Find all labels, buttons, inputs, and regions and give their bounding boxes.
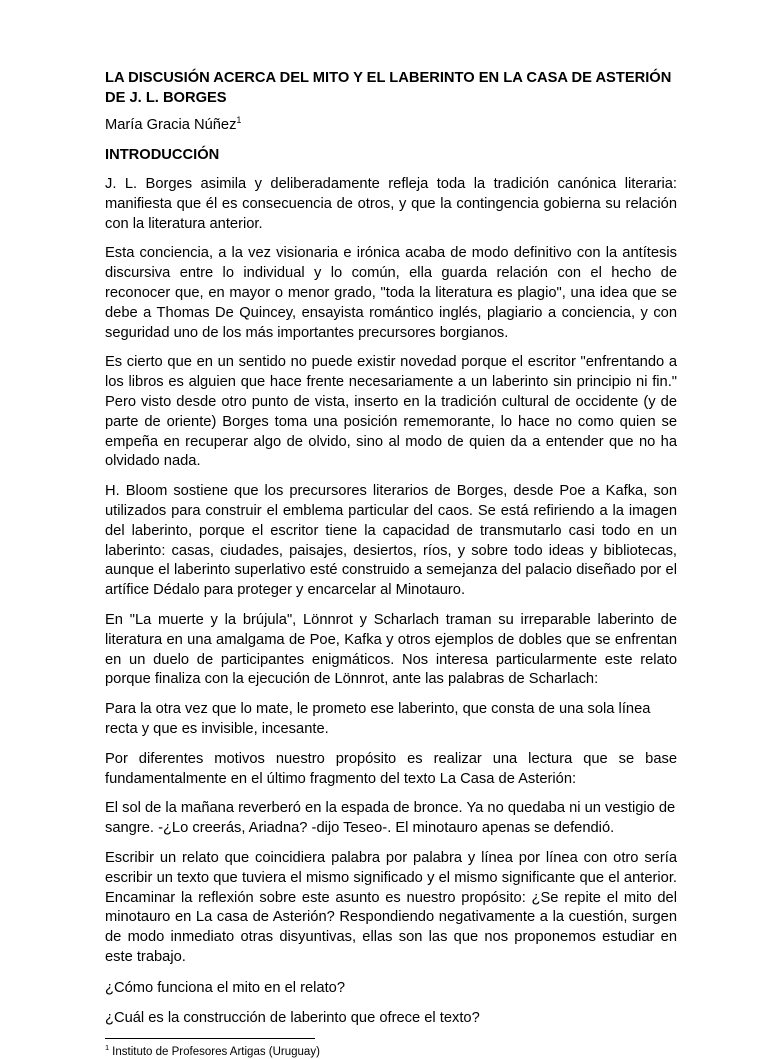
author-name: María Gracia Núñez [105,117,237,133]
question: ¿Cómo funciona el mito en el relato? [105,979,346,996]
section-heading: INTRODUCCIÓN [105,147,220,163]
quotation: Para la otra vez que lo mate, le prometo ese laberinto, que consta de una sola línea recta y que es invisible, incesante. [105,701,651,737]
paragraph: Es cierto que en un sentido no puede existir novedad porque el escritor "enfrentando a los libros es alguien que hace frente necesariamente a un laberinto sin principio ni fin." Pero visto desde otro punto de vista, inserto en la tradición cultural de occidente (y de parte de oriente) Borges toma una posición rememorante, lo hace no como quien se empeña en recuperar algo de olvido, sino al modo de quien da a entender que no ha olvidado nada. [105,354,677,470]
question: ¿Cuál es la construcción de laberinto que ofrece el texto? [105,1009,480,1026]
footnote-text: Instituto de Profesores Artigas (Uruguay) [112,1045,320,1058]
document-title: LA DISCUSIÓN ACERCA DEL MITO Y EL LABERINTO EN LA CASA DE ASTERIÓN DE J. L. BORGES [105,70,672,106]
author-line [105,115,677,135]
footnote-divider [105,1038,315,1039]
paragraph: H. Bloom sostiene que los precursores literarios de Borges, desde Poe a Kafka, son utilizados para construir el emblema particular del caos. Se está refiriendo a la imagen del laberinto, porque el escritor tiene la capacidad de transmutarlo casi todo en un laberinto: casas, ciudades, paisajes, desiertos, ríos, y sobre todo ideas y bibliotecas, aunque el laberinto superlativo esté construido a semejanza del palacio diseñado por el artífice Dédalo para proteger y encarcelar al Minotauro. [105,483,677,599]
paragraph: J. L. Borges asimila y deliberadamente refleja toda la tradición canónica literaria: manifiesta que él es consecuencia de otros, y que la contingencia gobierna su relación con la literatura anterior. [105,176,677,232]
paragraph: Por diferentes motivos nuestro propósito es realizar una lectura que se base fundamentalmente en el último fragmento del texto La Casa de Asterión: [105,750,677,787]
quotation: El sol de la mañana reverberó en la espada de bronce. Ya no quedaba ni un vestigio de sangre. -¿Lo creerás, Ariadna? -dijo Teseo-. El minotauro apenas se defendió. [105,800,676,837]
footnote-marker: 1 [105,1042,110,1052]
author-footnote-marker: 1 [236,115,242,126]
paragraph: En "La muerte y la brújula", Lönnrot y Scharlach traman su irreparable laberinto de literatura en una amalgama de Poe, Kafka y otros ejemplos de dobles que se enfrentan en un duelo de participantes enigmáticos. Nos interesa particularmente este relato porque finaliza con la ejecución de Lönnrot, ante las palabras de Scharlach: [105,611,677,688]
footnote [105,1042,677,1059]
paragraph: Escribir un relato que coincidiera palabra por palabra y línea por línea con otro sería escribir un texto que tuviera el mismo significado y el mismo significante que el anterior. Encaminar la reflexión sobre este asunto es nuestro propósito: ¿Se repite el mito del minotauro en La casa de Asterión? Respondiendo negativamente a la cuestión, surgen de modo inmediato otras disyuntivas, ellas son las que nos proponemos estudiar en este trabajo. [105,849,677,965]
paragraph: Esta conciencia, a la vez visionaria e irónica acaba de modo definitivo con la antítesis discursiva entre lo individual y lo común, ella guarda relación con el hecho de reconocer que, en mayor o menor grado, "toda la literatura es plagio", una idea que se debe a Thomas De Quincey, ensayista romántico inglés, plagiario a conciencia, y con seguridad uno de los más importantes precursores borgianos. [105,245,677,341]
